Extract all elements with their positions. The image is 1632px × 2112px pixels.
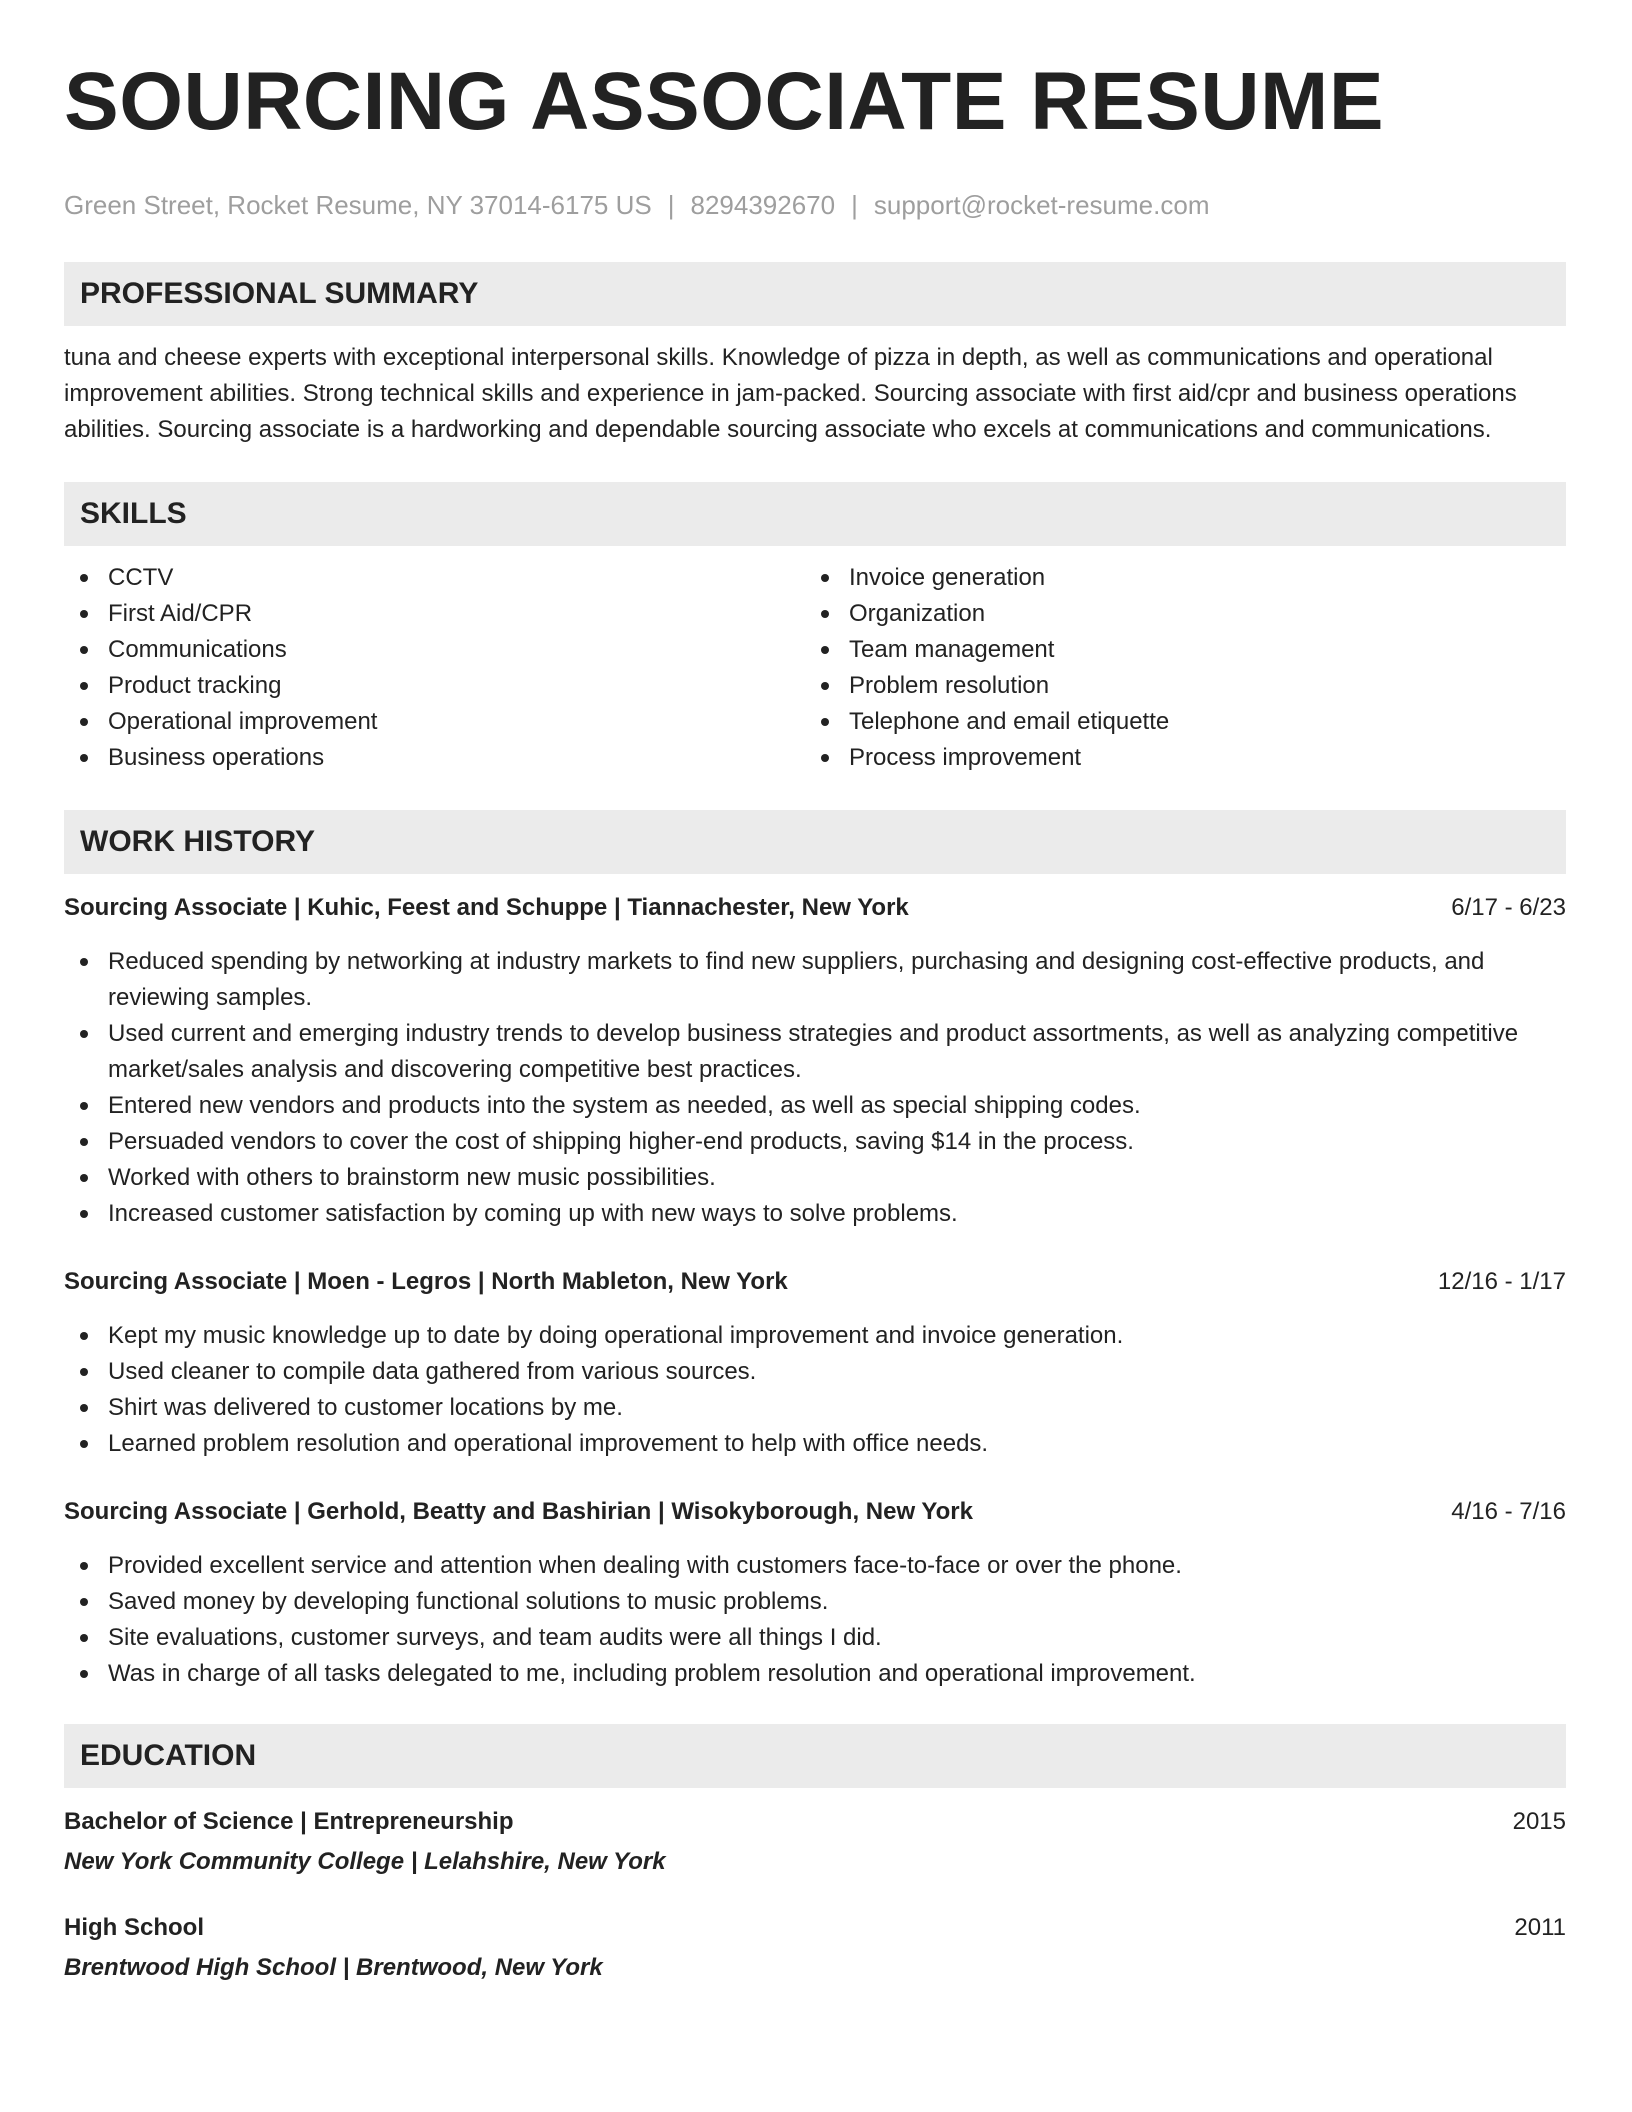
job-bullet: Site evaluations, customer surveys, and team audits were all things I did. <box>64 1620 1566 1656</box>
education-header <box>64 1804 1566 1840</box>
job-bullet: Used cleaner to compile data gathered from various sources. <box>64 1354 1566 1390</box>
job-title: Sourcing Associate | Kuhic, Feest and Schuppe | Tiannachester, New York <box>64 894 909 921</box>
job-entry <box>64 1264 1566 1462</box>
contact-phone: 8294392670 <box>690 190 836 220</box>
skill-item: First Aid/CPR <box>64 596 805 632</box>
job-bullets <box>64 944 1566 1232</box>
job-bullet: Persuaded vendors to cover the cost of shipping higher-end products, saving $14 in the process. <box>64 1124 1566 1160</box>
job-bullet: Increased customer satisfaction by coming up with new ways to solve problems. <box>64 1196 1566 1232</box>
job-dates: 4/16 - 7/16 <box>1451 1498 1566 1525</box>
education-year: 2015 <box>1512 1808 1566 1835</box>
skill-item: Operational improvement <box>64 704 805 740</box>
job-bullet: Learned problem resolution and operational improvement to help with office needs. <box>64 1426 1566 1462</box>
skill-item: Invoice generation <box>805 560 1546 596</box>
section-header-education: EDUCATION <box>64 1724 1566 1788</box>
education-degree: Bachelor of Science | Entrepreneurship <box>64 1808 514 1835</box>
skill-item: Team management <box>805 632 1546 668</box>
job-bullets <box>64 1318 1566 1462</box>
education-entry <box>64 1910 1566 1986</box>
job-bullet: Entered new vendors and products into the system as needed, as well as special shipping codes. <box>64 1088 1566 1124</box>
skill-item: Problem resolution <box>805 668 1546 704</box>
skill-item: Communications <box>64 632 805 668</box>
job-bullet: Reduced spending by networking at industry markets to find new suppliers, purchasing and designing cost-effective products, and reviewing samples. <box>64 944 1566 1016</box>
education-school: Brentwood High School | Brentwood, New York <box>64 1954 603 1981</box>
skill-item: Organization <box>805 596 1546 632</box>
section-header-skills: SKILLS <box>64 482 1566 546</box>
job-bullets <box>64 1548 1566 1692</box>
job-dates: 12/16 - 1/17 <box>1437 1268 1566 1295</box>
section-header-work-history: WORK HISTORY <box>64 810 1566 874</box>
contact-line <box>64 188 1566 222</box>
job-bullet: Provided excellent service and attention when dealing with customers face-to-face or over the phone. <box>64 1548 1566 1584</box>
contact-email: support@rocket-resume.com <box>873 190 1210 220</box>
job-entry <box>64 1494 1566 1692</box>
education-year: 2011 <box>1514 1914 1566 1941</box>
education-school: New York Community College | Lelahshire, New York <box>64 1848 666 1875</box>
job-header <box>64 890 1566 926</box>
contact-separator: | <box>851 190 858 220</box>
contact-separator: | <box>667 190 675 220</box>
skill-item: Product tracking <box>64 668 805 704</box>
skills-column-left <box>64 560 805 776</box>
job-dates: 6/17 - 6/23 <box>1451 894 1566 921</box>
job-title: Sourcing Associate | Moen - Legros | North Mableton, New York <box>64 1268 788 1295</box>
job-bullet: Used current and emerging industry trends to develop business strategies and product assortments, as well as analyzing competitive market/sales analysis and discovering competitive best practices. <box>64 1016 1566 1088</box>
job-bullet: Worked with others to brainstorm new music possibilities. <box>64 1160 1566 1196</box>
summary-text: tuna and cheese experts with exceptional interpersonal skills. Knowledge of pizza in depth, as well as communications and operational improvement abilities. Strong technical skills and experience in jam-packed. Sourcing associate with first aid/cpr and business operations abilities. Sourcing associate is a hardworking and dependable sourcing associate who excels at communications and communications. <box>64 344 1517 443</box>
job-entry <box>64 890 1566 1232</box>
resume-content <box>64 56 1566 1986</box>
section-header-summary: PROFESSIONAL SUMMARY <box>64 262 1566 326</box>
education-degree: High School <box>64 1914 204 1941</box>
job-bullet: Saved money by developing functional solutions to music problems. <box>64 1584 1566 1620</box>
skill-item: Telephone and email etiquette <box>805 704 1546 740</box>
job-bullet: Was in charge of all tasks delegated to me, including problem resolution and operational improvement. <box>64 1656 1566 1692</box>
job-bullet: Shirt was delivered to customer locations by me. <box>64 1390 1566 1426</box>
job-header <box>64 1264 1566 1300</box>
skill-item: Business operations <box>64 740 805 776</box>
job-bullet: Kept my music knowledge up to date by doing operational improvement and invoice generation. <box>64 1318 1566 1354</box>
contact-address: Green Street, Rocket Resume, NY 37014-6175 US <box>64 190 652 220</box>
skill-item: CCTV <box>64 560 805 596</box>
education-header <box>64 1910 1566 1946</box>
skills-column-right <box>805 560 1546 776</box>
education-entry <box>64 1804 1566 1880</box>
resume-title: SOURCING ASSOCIATE RESUME <box>64 56 1385 147</box>
job-title: Sourcing Associate | Gerhold, Beatty and Bashirian | Wisokyborough, New York <box>64 1498 973 1525</box>
skills-list <box>64 560 1566 776</box>
job-header <box>64 1494 1566 1530</box>
skill-item: Process improvement <box>805 740 1546 776</box>
